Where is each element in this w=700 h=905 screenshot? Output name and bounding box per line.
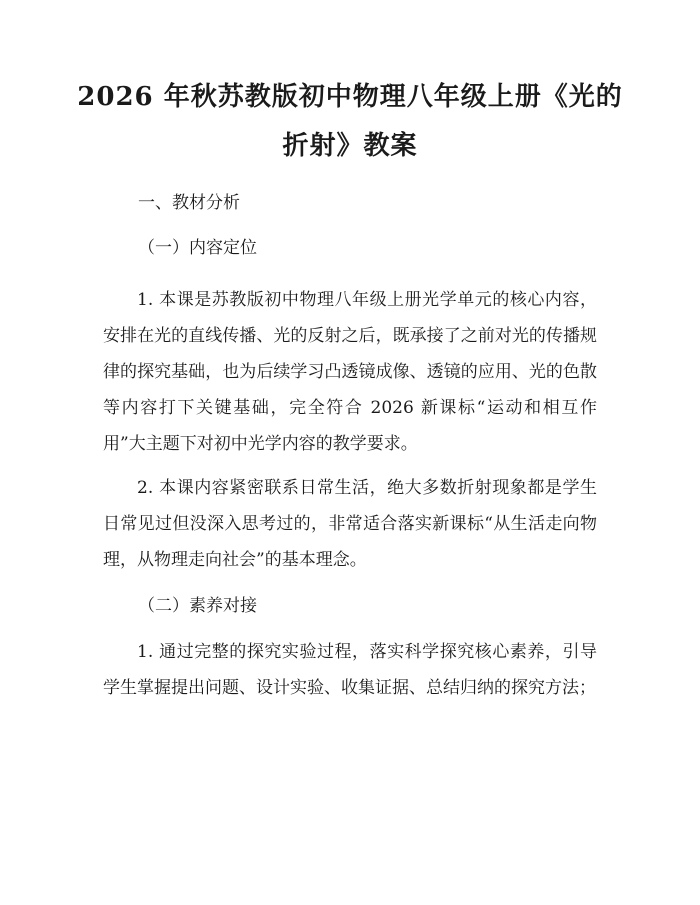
subsection-heading-content-positioning: （一）内容定位 xyxy=(138,238,257,258)
document-title-line-1: 2026 年秋苏教版初中物理八年级上册《光的 xyxy=(77,82,623,112)
paragraph-content-positioning-2: 2. 本课内容紧密联系日常生活，绝大多数折射现象都是学生日常见过但没深入思考过的，非常适合落实新课标“从生活走向物理，从物理走向社会”的基本理念。 xyxy=(103,478,597,570)
paragraph-literacy-alignment-1: 1. 通过完整的探究实验过程，落实科学探究核心素养，引导学生掌握提出问题、设计实验、收集证据、总结归纳的探究方法； xyxy=(103,642,597,698)
section-heading-teaching-material-analysis: 一、教材分析 xyxy=(138,193,240,213)
document-title-line-2: 折射》教案 xyxy=(282,131,418,161)
subsection-heading-literacy-alignment: （二）素养对接 xyxy=(138,596,257,616)
paragraph-content-positioning-1: 1. 本课是苏教版初中物理八年级上册光学单元的核心内容，安排在光的直线传播、光的反射之后，既承接了之前对光的传播规律的探究基础，也为后续学习凸透镜成像、透镜的应用、光的色散等内容打下关键基础，完全符合 2026 新课标“运动和相互作用”大主题下对初中光学内容的教学要求。 xyxy=(103,290,597,454)
